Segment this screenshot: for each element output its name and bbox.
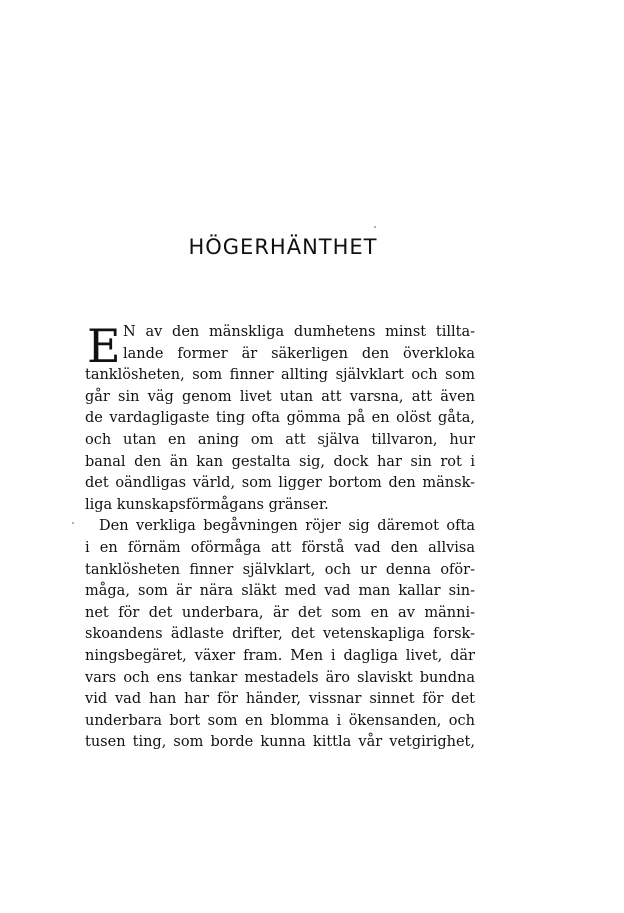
text-line: N av den mänskliga dumhetens minst tillta- xyxy=(123,324,475,340)
text-line: banal den än kan gestalta sig, dock har sin rot i xyxy=(85,453,475,470)
text-line: går sin väg genom livet utan att varsna, att även xyxy=(85,388,475,405)
text-line: vars och ens tankar mestadels äro slaviskt bundna xyxy=(85,669,475,686)
text-line: skoandens ädlaste drifter, det vetenskapliga forsk- xyxy=(85,626,475,643)
body-text xyxy=(85,319,475,754)
text-line: tanklösheten, som finner allting självklart och som xyxy=(85,367,475,384)
scan-speck xyxy=(72,522,74,524)
text-line: ningsbegäret, växer fram. Men i dagliga livet, där xyxy=(85,647,475,664)
text-line: underbara bort som en blomma i ökensanden, och xyxy=(85,712,475,729)
text-line: tanklösheten finner självklart, och ur denna oför- xyxy=(85,561,475,578)
text-line: liga kunskapsförmågans gränser. xyxy=(85,496,329,513)
text-line: de vardagligaste ting ofta gömma på en olöst gåta, xyxy=(85,410,475,427)
text-line: Den verkliga begåvningen röjer sig däremot ofta xyxy=(99,518,475,535)
chapter-title: HÖGERHÄNTHET xyxy=(188,235,378,259)
text-line: det oändligas värld, som ligger bortom den mänsk- xyxy=(85,475,475,492)
text-line: i en förnäm oförmåga att förstå vad den allvisa xyxy=(85,539,475,556)
text-line: vid vad han har för händer, vissnar sinnet för det xyxy=(85,691,475,708)
text-line: lande former är säkerligen den överkloka xyxy=(123,345,475,362)
text-line: måga, som är nära släkt med vad man kallar sin- xyxy=(85,583,475,600)
text-line: och utan en aning om att själva tillvaron, hur xyxy=(85,431,475,448)
text-line: net för det underbara, är det som en av männi- xyxy=(85,604,475,621)
scan-speck xyxy=(374,226,376,228)
drop-cap: E xyxy=(87,319,121,373)
text-line: tusen ting, som borde kunna kittla vår vetgirighet, xyxy=(85,734,475,751)
